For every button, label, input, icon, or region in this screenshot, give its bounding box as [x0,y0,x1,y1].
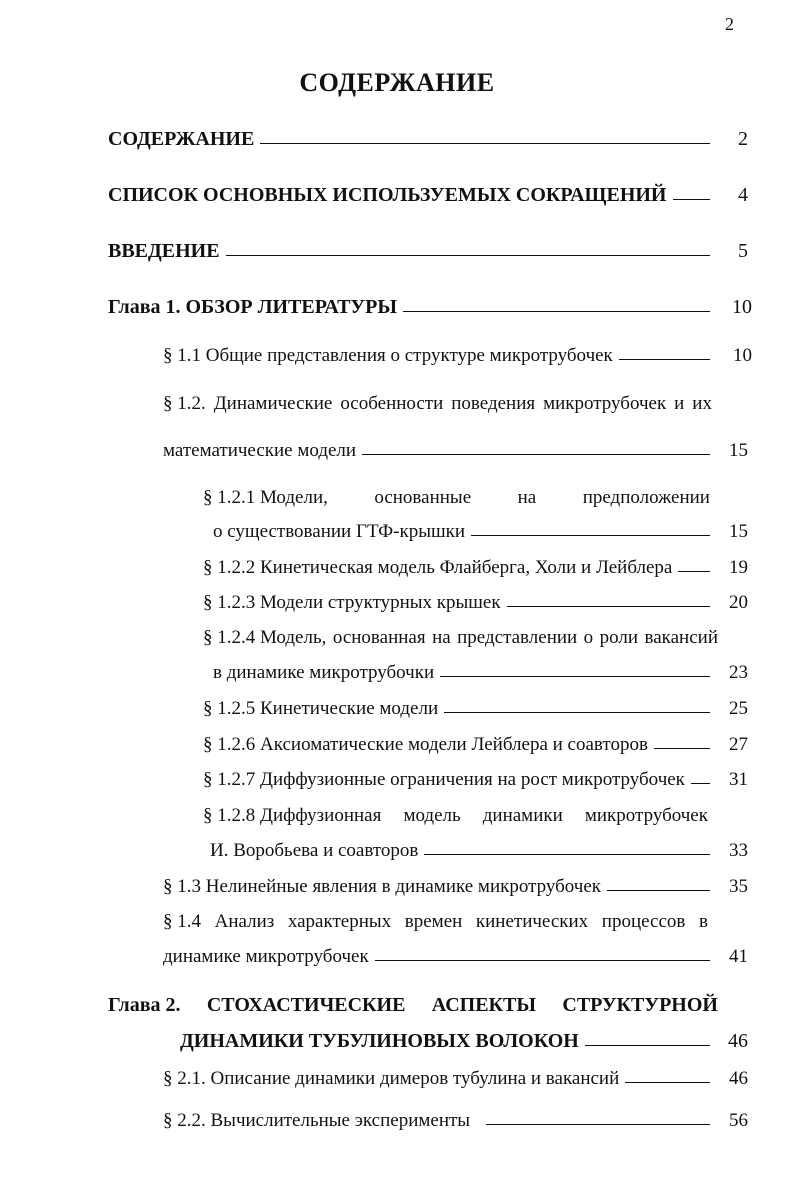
toc-entry-page: 2 [738,128,748,150]
toc-word: поведения [451,393,536,414]
toc-entry-page: 31 [729,769,748,790]
toc-entry-section-2-1[interactable] [163,1068,748,1090]
toc-entry-title: Глава 1. ОБЗОР ЛИТЕРАТУРЫ [108,296,397,318]
toc-word: модель [403,805,461,826]
toc-entry-section-1-2-2[interactable] [203,557,748,579]
page-number: 2 [725,14,734,34]
toc-word: § 1.2. [163,393,206,414]
toc-entry-title: динамике микротрубочек [163,946,369,967]
toc-entry-title: математические модели [163,440,357,461]
toc-entry-title: § 1.3 Нелинейные явления в динамике микротрубочек [163,876,602,897]
toc-word: § 1.2.4 Модель, [203,627,327,648]
toc-word: микротрубочек [543,393,667,414]
toc-entry-abbreviations[interactable] [108,184,748,207]
toc-entry-page: 35 [729,876,748,897]
toc-entry-section-1-3[interactable] [163,876,748,898]
toc-entry-title: § 2.2. Вычислительные эксперименты [163,1110,471,1131]
toc-entry-contents[interactable] [108,128,748,151]
toc-entry-section-1-2-7[interactable] [203,769,748,791]
toc-word: АСПЕКТЫ [431,994,537,1016]
toc-word: о [583,627,594,648]
toc-entry-page: 41 [729,946,748,967]
toc-entry-page: 15 [729,521,748,542]
toc-entry-title: СПИСОК ОСНОВНЫХ ИСПОЛЬЗУЕМЫХ СОКРАЩЕНИЙ [108,184,667,206]
toc-entry-page: 5 [738,240,748,262]
toc-word: вакансий [644,627,718,648]
toc-entry-section-1-2-1-line1[interactable] [203,487,710,509]
toc-entry-title: ВВЕДЕНИЕ [108,240,220,262]
toc-entry-title: § 2.1. Описание динамики димеров тубулина и вакансий [163,1068,620,1089]
toc-word: процессов [601,911,686,932]
toc-entry-page: 25 [729,698,748,719]
toc-word: на [517,487,537,508]
toc-entry-title: § 1.2.6 Аксиоматические модели Лейблера и соавторов [203,734,648,755]
toc-entry-title: И. Воробьева и соавторов [210,840,419,861]
toc-word: § 1.4 [163,911,201,932]
toc-entry-section-1-2-5[interactable] [203,698,748,720]
toc-entry-page: 23 [729,662,748,683]
toc-word: Анализ [214,911,275,932]
toc-entry-title: § 1.2.2 Кинетическая модель Флайберга, Холи и Лейблера [203,557,673,578]
toc-entry-section-1-4-line2[interactable] [163,946,748,968]
toc-entry-page: 4 [738,184,748,206]
toc-word: Глава 2. [108,994,181,1016]
toc-word: Динамические [213,393,333,414]
toc-entry-chapter-2-line2[interactable] [180,1030,748,1053]
toc-entry-page: 10 [733,345,752,366]
toc-entry-title: § 1.1 Общие представления о структуре микротрубочек [163,345,613,366]
toc-word: кинетических [475,911,589,932]
toc-entry-title: СОДЕРЖАНИЕ [108,128,255,150]
toc-entry-page: 33 [729,840,748,861]
toc-entry-title: § 1.2.5 Кинетические модели [203,698,439,719]
toc-entry-section-1-2-8-line2[interactable] [210,840,748,862]
toc-word: основанные [374,487,472,508]
toc-word: роли [599,627,639,648]
toc-word: динамики [482,805,563,826]
toc-entry-page: 19 [729,557,748,578]
toc-word: основанная [332,627,426,648]
toc-entry-page: 27 [729,734,748,755]
toc-word: представлении [457,627,578,648]
toc-entry-section-1-2-line1[interactable] [163,393,712,415]
toc-word: и [674,393,685,414]
toc-entry-section-1-2-3[interactable] [203,592,748,614]
toc-entry-title: § 1.2.7 Диффузионные ограничения на рост микротрубочек [203,769,685,790]
toc-entry-introduction[interactable] [108,240,748,263]
toc-word: СТОХАСТИЧЕСКИЕ [206,994,406,1016]
toc-entry-title: о существовании ГТФ-крышки [213,521,465,542]
toc-entry-section-2-2[interactable] [163,1110,748,1132]
toc-word: предположении [582,487,710,508]
toc-entry-title: § 1.2.3 Модели структурных крышек [203,592,501,613]
toc-entry-chapter-2-line1[interactable] [108,994,718,1017]
toc-word: в [698,911,708,932]
toc-word: характерных [287,911,392,932]
toc-word: § 1.2.8 Диффузионная [203,805,382,826]
toc-word: на [432,627,451,648]
toc-entry-title: в динамике микротрубочки [213,662,435,683]
toc-entry-section-1-4-line1[interactable] [163,911,708,933]
toc-word: их [692,393,712,414]
toc-word: микротрубочек [584,805,708,826]
toc-entry-page: 20 [729,592,748,613]
toc-entry-section-1-2-4-line1[interactable] [203,627,718,649]
toc-entry-chapter-1[interactable] [108,296,752,319]
toc-entry-page: 15 [729,440,748,461]
page-title: СОДЕРЖАНИЕ [299,68,495,97]
toc-entry-page: 46 [729,1068,748,1089]
toc-entry-section-1-2-1-line2[interactable] [213,521,748,543]
toc-word: времен [404,911,463,932]
toc-entry-section-1-2-4-line2[interactable] [213,662,748,684]
toc-entry-section-1-1[interactable] [163,345,752,367]
toc-word: § 1.2.1 Модели, [203,487,328,508]
toc-word: особенности [340,393,444,414]
toc-word: СТРУКТУРНОЙ [562,994,718,1016]
toc-entry-section-1-2-6[interactable] [203,734,748,756]
toc-entry-section-1-2-line2[interactable] [163,440,748,462]
toc-entry-page: 56 [729,1110,748,1131]
toc-entry-page: 10 [732,296,752,318]
toc-entry-section-1-2-8-line1[interactable] [203,805,708,827]
toc-entry-page: 46 [728,1030,748,1052]
toc-entry-title: ДИНАМИКИ ТУБУЛИНОВЫХ ВОЛОКОН [180,1030,579,1052]
